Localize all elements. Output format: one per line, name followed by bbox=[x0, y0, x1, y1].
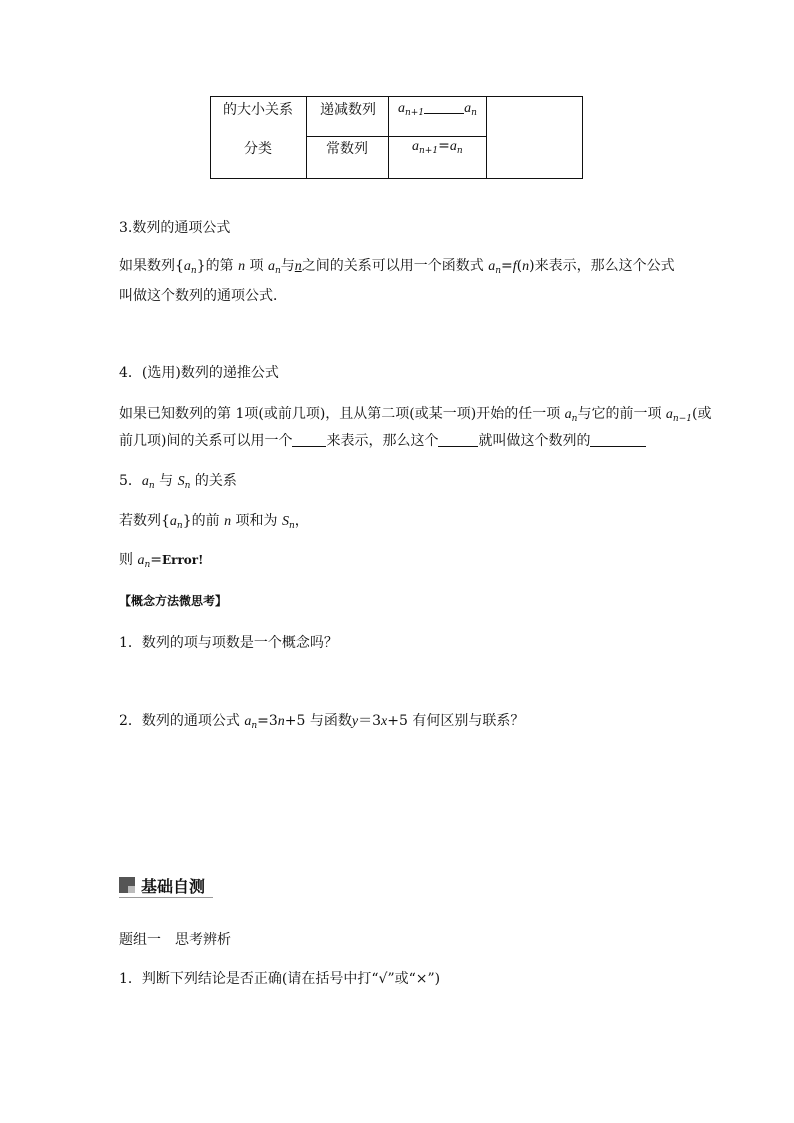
section3-line1: 如果数列$\{a_n\}$的第 n 项 $a_n$与n之间的关系可以用一个函数式 $a_n=f(n)$来表示，那么这个公式 bbox=[119, 258, 675, 276]
basic-section-title: 基础自测 bbox=[141, 877, 206, 896]
table-row-label-relation: 的大小关系 bbox=[223, 102, 293, 118]
section5-heading: 5．$a_n$ 与 $S_n$ 的关系 bbox=[119, 473, 237, 491]
section3-heading: 3.数列的通项公式 bbox=[119, 220, 231, 236]
table-cell-constant-formula: $a_{n+1}=a_n$ bbox=[412, 138, 463, 156]
table-row-divider bbox=[306, 136, 487, 137]
table-border-right bbox=[582, 96, 583, 179]
table-border-bottom bbox=[210, 178, 583, 179]
table-row-label-classification: 分类 bbox=[244, 141, 272, 157]
section4-heading: 4．(选用)数列的递推公式 bbox=[119, 365, 279, 381]
fill-blank bbox=[424, 99, 464, 114]
table-cell-decreasing: 递减数列 bbox=[320, 102, 376, 118]
section5-line2: 则 $a_n=Error$! bbox=[119, 552, 204, 570]
sequence-classification-table bbox=[210, 96, 583, 179]
table-border-top bbox=[210, 96, 583, 97]
table-cell-decreasing-formula: $a_{n+1}$ $a_n$ bbox=[398, 101, 477, 118]
fill-blank bbox=[590, 432, 646, 447]
section4-line2: 前几项)间的关系可以用一个 来表示，那么这个 就叫做这个数列的 bbox=[119, 431, 646, 451]
section3-line2: 叫做这个数列的通项公式． bbox=[119, 288, 287, 304]
table-border-left bbox=[210, 96, 211, 179]
think-question-2: 2．数列的通项公式 $a_n=3n+5$ 与函数y＝3x+5 有何区别与联系？ bbox=[119, 713, 525, 731]
section-divider bbox=[119, 897, 213, 898]
table-divider-2 bbox=[388, 96, 389, 179]
fill-blank bbox=[438, 432, 478, 447]
basic-question-1: 1．判断下列结论是否正确(请在括号中打“√”或“×”) bbox=[119, 971, 441, 987]
fill-blank bbox=[292, 432, 326, 447]
section5-line1: 若数列$\{a_n\}$的前 n 项和为 $S_n$， bbox=[119, 513, 309, 531]
think-question-1: 1．数列的项与项数是一个概念吗？ bbox=[119, 635, 338, 651]
question-group-title: 题组一 思考辨析 bbox=[119, 932, 231, 948]
table-divider-1 bbox=[306, 96, 307, 179]
section4-line1: 如果已知数列的第 1项(或前几项)，且从第二项(或某一项)开始的任一项 $a_n$与它的前一项 $a_{n-1}$(或 bbox=[119, 406, 712, 424]
section-square-icon bbox=[119, 877, 135, 893]
table-cell-constant: 常数列 bbox=[326, 141, 368, 157]
think-heading: 【概念方法微思考】 bbox=[119, 594, 228, 608]
table-divider-3 bbox=[486, 96, 487, 179]
